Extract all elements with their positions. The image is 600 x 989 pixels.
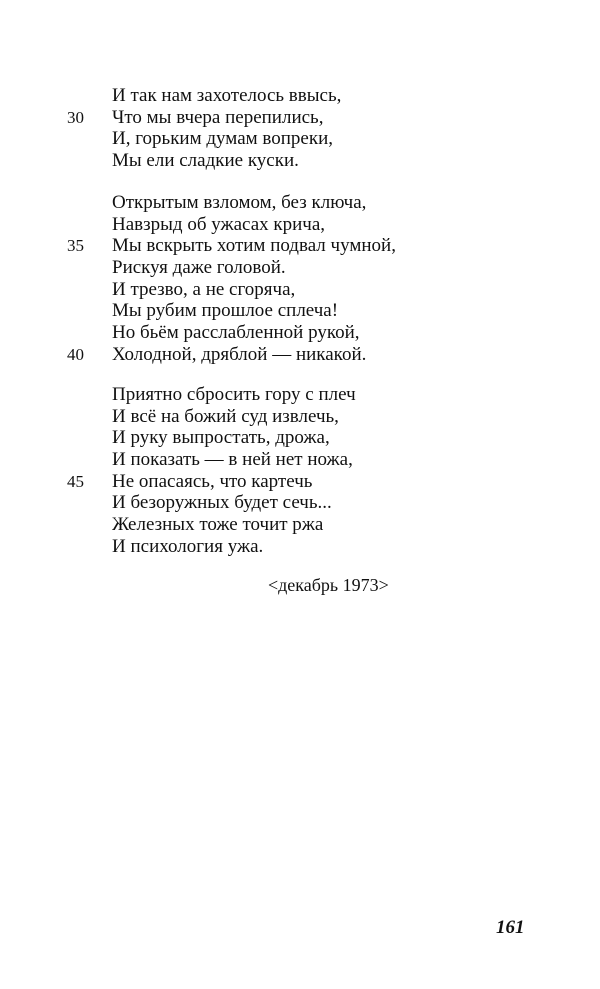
poem-line (0, 449, 600, 471)
line-text: И психология ужа. (112, 535, 264, 557)
line-text: Не опасаясь, что картечь (112, 470, 313, 492)
line-text: И безоружных будет сечь... (112, 492, 332, 514)
stanza-3 (0, 384, 600, 558)
line-text: Навзрыд об ужасах крича, (112, 213, 326, 235)
line-number: 30 (67, 107, 84, 127)
line-text: Холодной, дряблой — никакой. (112, 343, 367, 365)
line-text: И руку выпростать, дрожа, (112, 427, 330, 449)
poem-line (0, 150, 600, 172)
poem-line (0, 384, 600, 406)
poem-line (0, 257, 600, 279)
line-text: Рискуя даже головой. (112, 257, 286, 279)
line-text: Мы рубим прошлое сплеча! (112, 300, 339, 322)
poem-line (0, 85, 600, 107)
line-number: 40 (67, 344, 84, 364)
poem-line (0, 322, 600, 344)
line-text: Что мы вчера перепились, (112, 106, 324, 128)
poem-line (0, 492, 600, 514)
line-text: И так нам захотелось ввысь, (112, 85, 342, 106)
line-text: Железных тоже точит ржа (112, 514, 324, 536)
poem-line (0, 107, 600, 129)
poem-line (0, 536, 600, 558)
line-text: И, горьким думам вопреки, (112, 128, 333, 150)
line-number: 45 (67, 471, 84, 491)
stanza-1 (0, 85, 600, 172)
line-text: И всё на божий суд извлечь, (112, 405, 339, 427)
poem-line (0, 344, 600, 366)
poem-line (0, 214, 600, 236)
line-text: И трезво, а не сгоряча, (112, 278, 296, 300)
poem-line (0, 406, 600, 428)
stanza-2 (0, 192, 600, 366)
poem-line (0, 128, 600, 150)
poem-line (0, 514, 600, 536)
poem-line (0, 471, 600, 493)
line-number: 35 (67, 236, 84, 256)
line-text: Приятно сбросить гору с плеч (112, 384, 356, 405)
line-text: Мы вскрыть хотим подвал чумной, (112, 235, 396, 257)
poem-line (0, 300, 600, 322)
line-text: И показать — в ней нет ножа, (112, 449, 353, 471)
poem-line (0, 192, 600, 214)
line-text: Но бьём расслабленной рукой, (112, 322, 360, 344)
poem-dateline: <декабрь 1973> (268, 575, 389, 595)
poem-line (0, 427, 600, 449)
line-text: Мы ели сладкие куски. (112, 150, 299, 172)
line-text: Открытым взломом, без ключа, (112, 192, 367, 213)
poem-line (0, 235, 600, 257)
page-number: 161 (496, 917, 525, 938)
poem-line (0, 279, 600, 301)
